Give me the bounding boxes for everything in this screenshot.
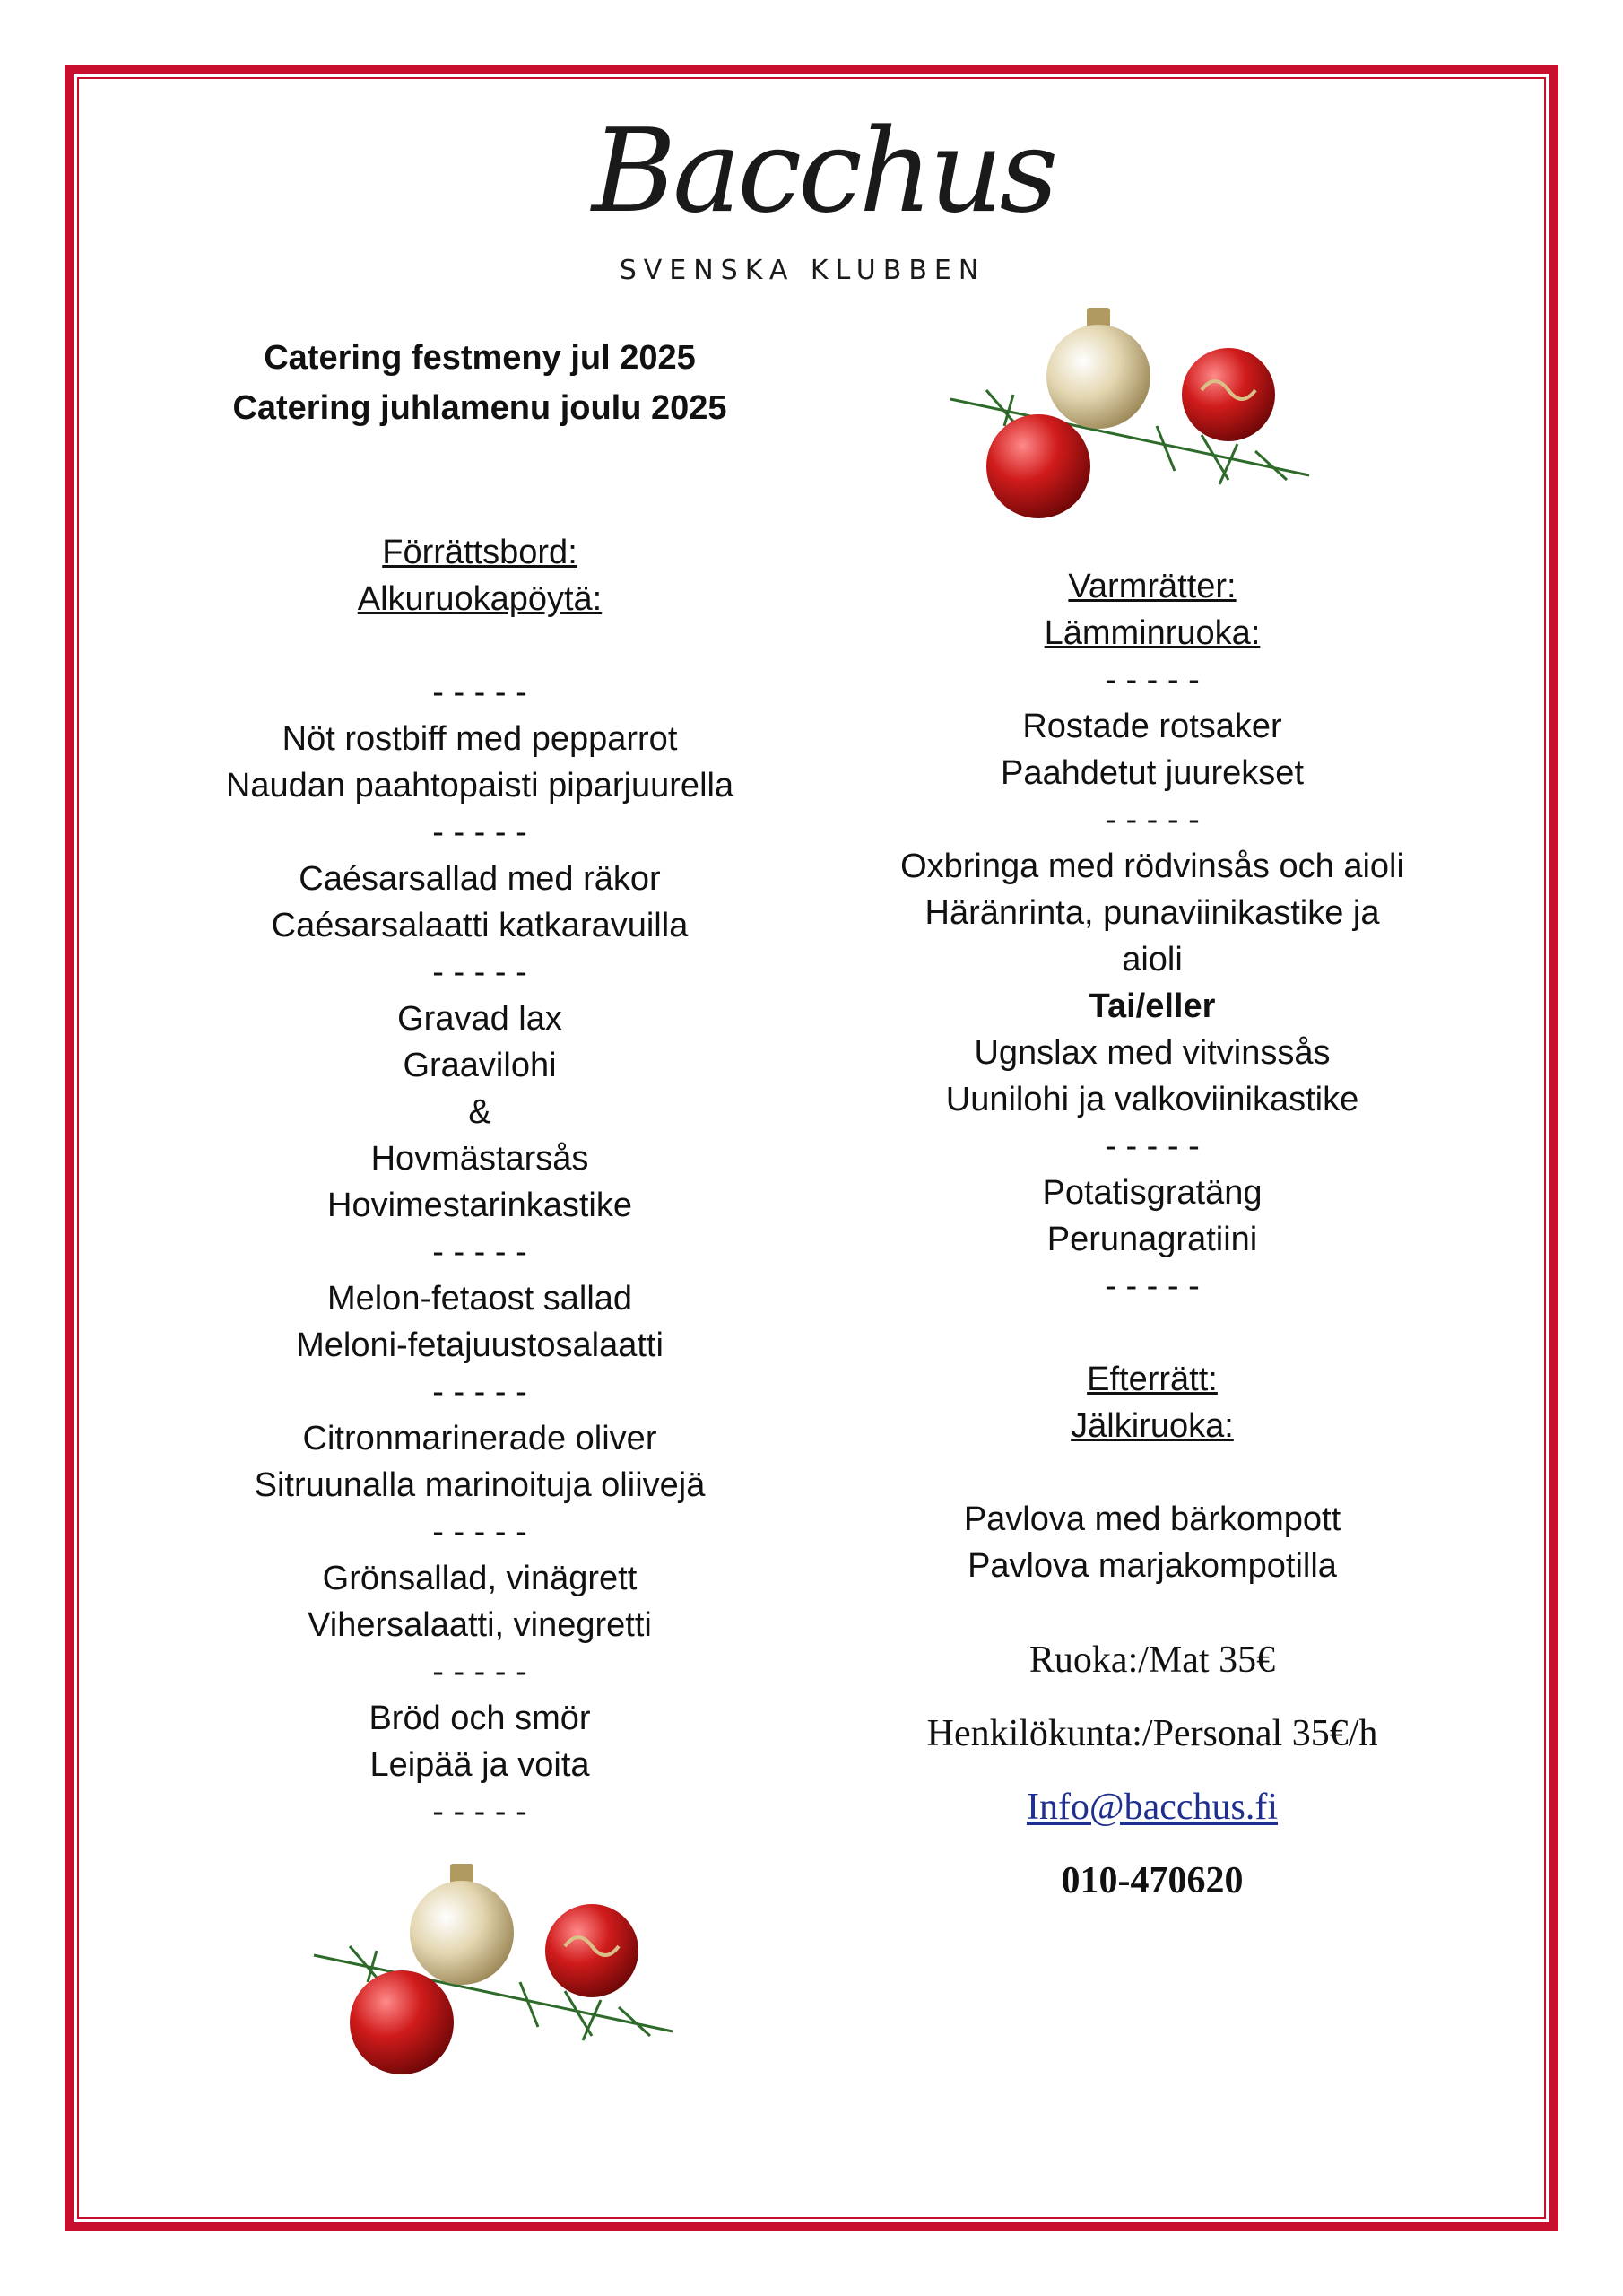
menu-title-sv: Catering festmeny jul 2025 <box>264 339 696 377</box>
menu-item: Melon-fetaost sallad <box>326 1280 633 1318</box>
ornament-cap <box>450 1864 473 1883</box>
separator: - - - - - <box>1105 1267 1200 1305</box>
menu-item: Leipää ja voita <box>369 1746 590 1784</box>
menu-item: Graavilohi <box>403 1047 557 1084</box>
separator: - - - - - <box>432 1373 527 1411</box>
dessert-heading-fi: Jälkiruoka: <box>1071 1407 1234 1445</box>
gold-bauble <box>1046 325 1150 429</box>
price-staff: Henkilökunta:/Personal 35€/h <box>926 1713 1378 1754</box>
menu-item: Pavlova marjakompotilla <box>968 1547 1337 1585</box>
menu-item: aioli <box>1122 941 1183 978</box>
phone-number: 010-470620 <box>1061 1860 1244 1901</box>
menu-item: Sitruunalla marinoituja oliivejä <box>254 1466 706 1504</box>
menu-item: Hovimestarinkastike <box>327 1187 632 1224</box>
or-label: Tai/eller <box>1089 987 1216 1025</box>
menu-item: Häränrinta, punaviinikastike ja <box>924 894 1380 932</box>
separator: - - - - - <box>432 953 527 991</box>
menu-title-fi: Catering juhlamenu joulu 2025 <box>232 389 727 427</box>
bacchus-logo <box>592 83 1055 298</box>
red-bauble <box>1182 348 1275 441</box>
logo-script-text: Bacchus <box>592 105 1055 239</box>
menu-item: Caésarsalaatti katkaravuilla <box>271 907 689 944</box>
menu-item: Paahdetut juurekset <box>1000 754 1304 792</box>
separator: - - - - - <box>432 1513 527 1551</box>
separator: - - - - - <box>432 813 527 851</box>
menu-item: Rostade rotsaker <box>1022 708 1282 745</box>
red-bauble <box>545 1904 638 1997</box>
price-food: Ruoka:/Mat 35€ <box>1028 1639 1276 1681</box>
menu-item: Citronmarinerade oliver <box>302 1420 657 1457</box>
christmas-ornament-bottom-image <box>296 1857 690 2090</box>
logo-subtitle: SVENSKA KLUBBEN <box>619 255 986 286</box>
starters-heading-fi: Alkuruokapöytä: <box>357 580 603 618</box>
separator: - - - - - <box>1105 1127 1200 1165</box>
separator: - - - - - <box>1105 801 1200 839</box>
separator: - - - - - <box>432 1233 527 1271</box>
menu-item: Vihersalaatti, vinegretti <box>308 1606 652 1644</box>
mains-section <box>825 563 1480 1918</box>
ornament-cap <box>1087 308 1110 327</box>
menu-item: Grönsallad, vinägrett <box>322 1560 638 1597</box>
email-link[interactable]: Info@bacchus.fi <box>1026 1787 1279 1828</box>
starters-section <box>161 529 798 1835</box>
dessert-heading-sv: Efterrätt: <box>1087 1361 1218 1398</box>
menu-item: Hovmästarsås <box>370 1140 589 1178</box>
separator: - - - - - <box>1105 661 1200 699</box>
menu-item: Potatisgratäng <box>1042 1174 1263 1212</box>
gold-bauble <box>410 1881 514 1985</box>
menu-item: Pavlova med bärkompott <box>963 1500 1341 1538</box>
mains-heading-fi: Lämminruoka: <box>1044 614 1261 652</box>
menu-item: Ugnslax med vitvinssås <box>974 1034 1331 1072</box>
menu-item: Meloni-fetajuustosalaatti <box>296 1326 664 1364</box>
menu-item: Naudan paahtopaisti piparjuurella <box>225 767 734 804</box>
separator: - - - - - <box>432 1653 527 1691</box>
starters-heading-sv: Förrättsbord: <box>382 534 577 571</box>
mains-heading-sv: Varmrätter: <box>1068 568 1237 605</box>
separator: - - - - - <box>432 1793 527 1831</box>
menu-item: & <box>468 1093 491 1131</box>
red-bauble <box>986 414 1090 518</box>
christmas-ornament-top-image <box>933 300 1327 534</box>
menu-item: Perunagratiini <box>1046 1221 1258 1258</box>
red-bauble <box>350 1970 454 2074</box>
menu-item: Bröd och smör <box>369 1700 591 1737</box>
menu-item: Caésarsallad med räkor <box>299 860 661 898</box>
separator: - - - - - <box>432 674 527 711</box>
menu-item: Uunilohi ja valkoviinikastike <box>945 1081 1359 1118</box>
menu-item: Oxbringa med rödvinsås och aioli <box>900 848 1404 885</box>
menu-item: Nöt rostbiff med pepparrot <box>282 720 678 758</box>
menu-item: Gravad lax <box>397 1000 562 1038</box>
